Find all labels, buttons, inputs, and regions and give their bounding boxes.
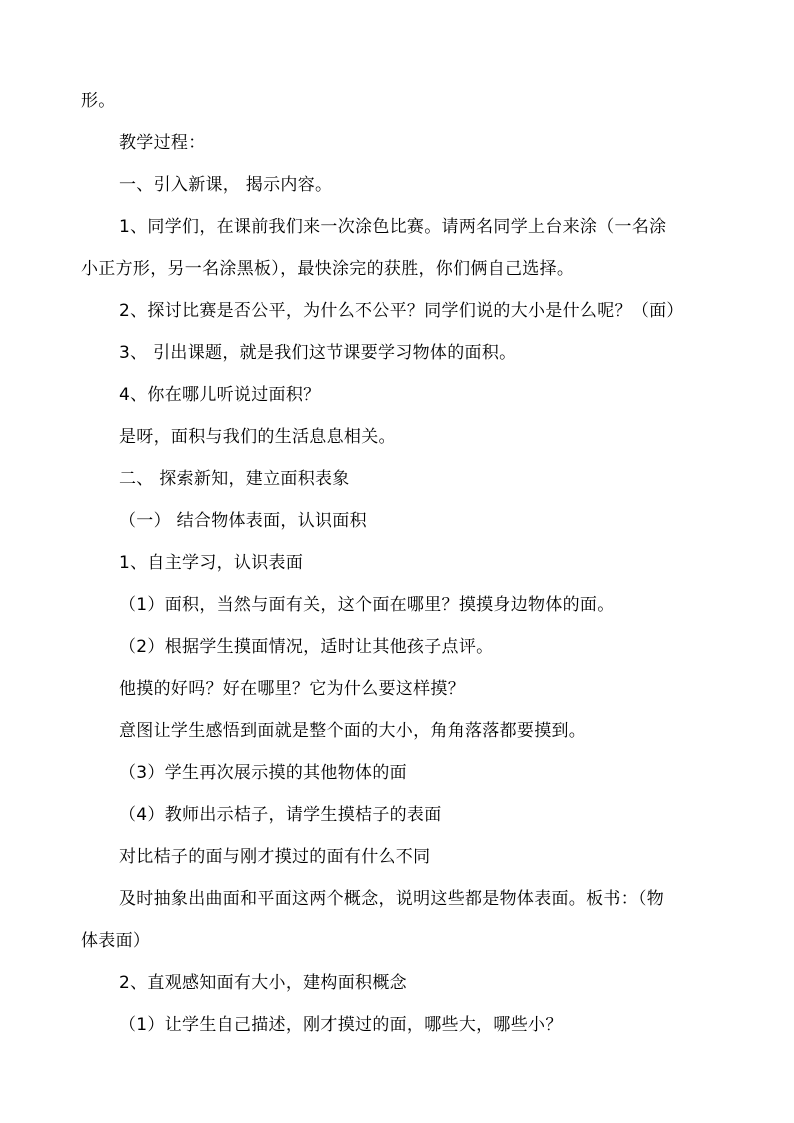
text-line: 对比桔子的面与刚才摸过的面有什么不同 [119, 847, 431, 867]
text-line: （1）让学生自己描述，刚才摸过的面，哪些大，哪些小？ [119, 1015, 563, 1035]
section-heading: 一、引入新课， 揭示内容。 [119, 175, 333, 195]
subsection-heading: （一） 结合物体表面，认识面积 [119, 511, 367, 531]
text-line: 教学过程： [119, 133, 206, 153]
text-line: 1、自主学习，认识表面 [119, 553, 304, 573]
text-line: （1）面积，当然与面有关，这个面在哪里？摸摸身边物体的面。 [119, 595, 615, 615]
text-line: 及时抽象出曲面和平面这两个概念，说明这些都是物体表面。板书：（物 [119, 889, 665, 909]
text-line: 3、 引出课题，就是我们这节课要学习物体的面积。 [119, 343, 517, 363]
text-line: 1、同学们，在课前我们来一次涂色比赛。请两名同学上台来涂（一名涂 [119, 217, 667, 237]
text-line: 体表面） [81, 931, 151, 951]
text-line: 2、探讨比赛是否公平，为什么不公平？同学们说的大小是什么呢？（面） [119, 301, 684, 321]
text-line: （2）根据学生摸面情况，适时让其他孩子点评。 [119, 637, 494, 657]
text-line: 是呀，面积与我们的生活息息相关。 [119, 427, 396, 447]
text-line: 意图让学生感悟到面就是整个面的大小，角角落落都要摸到。 [119, 721, 587, 741]
text-line: 4、你在哪儿听说过面积？ [119, 385, 321, 405]
text-line: （4）教师出示桔子，请学生摸桔子的表面 [119, 805, 442, 825]
text-line: 2、直观感知面有大小，建构面积概念 [119, 973, 407, 993]
text-line: 他摸的好吗？好在哪里？它为什么要这样摸？ [119, 679, 465, 699]
text-line: （3）学生再次展示摸的其他物体的面 [119, 763, 407, 783]
section-heading: 二、 探索新知，建立面积表象 [119, 469, 350, 489]
text-line: 形。 [81, 91, 116, 111]
text-line: 小正方形，另一名涂黑板），最快涂完的获胜，你们俩自己选择。 [81, 259, 575, 279]
